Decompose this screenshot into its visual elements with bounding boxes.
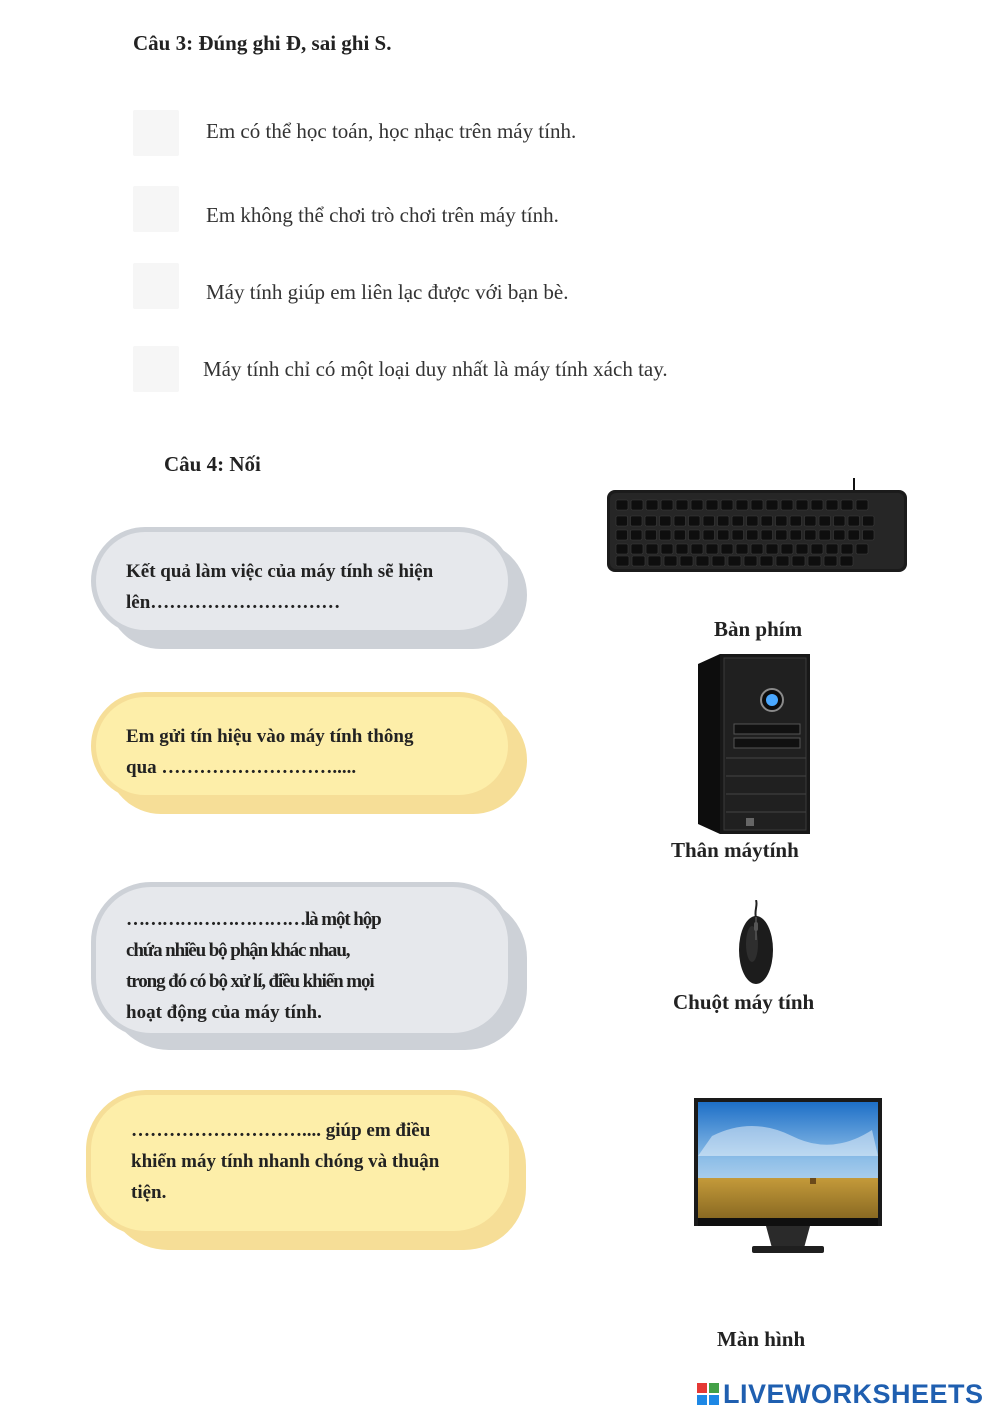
q4-title: Câu 4: Nối bbox=[164, 452, 261, 476]
keyboard-key bbox=[848, 530, 860, 540]
keyboard-key bbox=[706, 544, 718, 554]
bubble-line: Kết quả làm việc của máy tính sẽ hiện bbox=[126, 561, 434, 582]
keyboard-key bbox=[863, 516, 875, 526]
keyboard-key bbox=[706, 500, 718, 510]
keyboard-key bbox=[676, 544, 688, 554]
keyboard-key bbox=[834, 516, 846, 526]
keyboard-key bbox=[660, 516, 672, 526]
keyboard-key bbox=[648, 556, 661, 566]
bubble-body bbox=[91, 882, 513, 1038]
keyboard-key bbox=[616, 500, 628, 510]
keyboard-key bbox=[689, 516, 701, 526]
keyboard-key bbox=[696, 556, 709, 566]
bubble-text bbox=[126, 721, 478, 783]
bubble-line: tiện. bbox=[131, 1182, 167, 1203]
keyboard-key bbox=[689, 530, 701, 540]
keyboard-key bbox=[631, 544, 643, 554]
keyboard-key bbox=[796, 500, 808, 510]
answer-box-1[interactable] bbox=[133, 110, 179, 156]
keyboard-key bbox=[826, 500, 838, 510]
match-bubble-4[interactable] bbox=[86, 1090, 526, 1254]
brand-name: LIVEWORKSHEETS bbox=[723, 1378, 984, 1409]
statement-1: Em có thể học toán, học nhạc trên máy tính. bbox=[206, 119, 577, 143]
q3-title: Câu 3: Đúng ghi Đ, sai ghi S. bbox=[133, 31, 392, 55]
keyboard-key bbox=[676, 500, 688, 510]
keyboard-key bbox=[761, 530, 773, 540]
keyboard-key bbox=[776, 556, 789, 566]
keyboard-key bbox=[805, 516, 817, 526]
keyboard-key bbox=[744, 556, 757, 566]
keyboard-key bbox=[781, 500, 793, 510]
bubble-line: …………………………là một hộp bbox=[126, 909, 381, 930]
keyboard-key bbox=[766, 544, 778, 554]
keyboard-key bbox=[856, 500, 868, 510]
keyboard-key bbox=[631, 516, 643, 526]
keyboard-key bbox=[760, 556, 773, 566]
keyboard-key bbox=[811, 500, 823, 510]
keyboard-key bbox=[781, 544, 793, 554]
keyboard-key bbox=[691, 500, 703, 510]
keyboard-key bbox=[703, 530, 715, 540]
bubble-text bbox=[126, 904, 478, 1028]
bubble-body bbox=[86, 1090, 514, 1236]
answer-box-2[interactable] bbox=[133, 186, 179, 232]
keyboard-key bbox=[664, 556, 677, 566]
keyboard-key bbox=[660, 530, 672, 540]
bubble-line: khiển máy tính nhanh chóng và thuận bbox=[131, 1151, 440, 1172]
keyboard-key bbox=[680, 556, 693, 566]
keyboard-key bbox=[645, 516, 657, 526]
answer-box-4[interactable] bbox=[133, 346, 179, 392]
liveworksheets-logo[interactable] bbox=[697, 1380, 984, 1408]
keyboard-key bbox=[826, 544, 838, 554]
keyboard-key bbox=[645, 530, 657, 540]
keyboard-key bbox=[631, 500, 643, 510]
keyboard-key bbox=[721, 544, 733, 554]
keyboard-key bbox=[834, 530, 846, 540]
match-bubble-1[interactable] bbox=[91, 527, 531, 651]
keyboard-key bbox=[840, 556, 853, 566]
bubble-text bbox=[131, 1115, 479, 1208]
keyboard-key bbox=[616, 544, 628, 554]
bubble-line: lên………………………… bbox=[126, 592, 341, 613]
keyboard-key bbox=[751, 500, 763, 510]
bubble-line: Em gửi tín hiệu vào máy tính thông bbox=[126, 726, 414, 747]
keyboard-key bbox=[751, 544, 763, 554]
keyboard-key bbox=[674, 516, 686, 526]
match-bubble-2[interactable] bbox=[91, 692, 531, 816]
keyboard-key bbox=[721, 500, 733, 510]
keyboard-key bbox=[712, 556, 725, 566]
keyboard-key bbox=[856, 544, 868, 554]
keyboard-key bbox=[728, 556, 741, 566]
bubble-line: ……………………….... giúp em điều bbox=[131, 1120, 431, 1141]
keyboard-key bbox=[790, 516, 802, 526]
keyboard-key bbox=[841, 500, 853, 510]
keyboard-key bbox=[732, 516, 744, 526]
bubble-line: trong đó có bộ xử lí, điều khiển mọi bbox=[126, 971, 374, 992]
keyboard-key bbox=[805, 530, 817, 540]
label-monitor: Màn hình bbox=[717, 1327, 806, 1351]
keyboard-key bbox=[761, 516, 773, 526]
label-keyboard: Bàn phím bbox=[714, 617, 803, 641]
keyboard-key bbox=[747, 530, 759, 540]
bubble-body bbox=[91, 692, 513, 800]
label-mouse: Chuột máy tính bbox=[673, 990, 815, 1014]
keyboard-key bbox=[646, 544, 658, 554]
computer-case-image[interactable] bbox=[698, 652, 814, 836]
keyboard-key bbox=[776, 516, 788, 526]
keyboard-key bbox=[646, 500, 658, 510]
bubble-line: qua ………………………..... bbox=[126, 757, 357, 778]
keyboard-key bbox=[863, 530, 875, 540]
keyboard-key bbox=[703, 516, 715, 526]
answer-box-3[interactable] bbox=[133, 263, 179, 309]
keyboard-key bbox=[819, 516, 831, 526]
keyboard-key bbox=[718, 516, 730, 526]
statement-3: Máy tính giúp em liên lạc được với bạn bè. bbox=[206, 280, 569, 304]
keyboard-key bbox=[736, 500, 748, 510]
statement-4: Máy tính chỉ có một loại duy nhất là máy tính xách tay. bbox=[203, 357, 668, 381]
keyboard-key bbox=[718, 530, 730, 540]
bubble-body bbox=[91, 527, 513, 635]
keyboard-key bbox=[819, 530, 831, 540]
keyboard-key bbox=[792, 556, 805, 566]
bubble-text bbox=[126, 556, 478, 618]
keyboard-key bbox=[616, 516, 628, 526]
keyboard-key bbox=[841, 544, 853, 554]
keyboard-key bbox=[808, 556, 821, 566]
keyboard-key bbox=[632, 556, 645, 566]
lws-logo-icon bbox=[697, 1383, 719, 1405]
keyboard-key bbox=[747, 516, 759, 526]
match-bubble-3[interactable] bbox=[91, 882, 531, 1054]
keyboard-key bbox=[732, 530, 744, 540]
keyboard-key bbox=[776, 530, 788, 540]
keyboard-key bbox=[661, 544, 673, 554]
keyboard-image[interactable] bbox=[604, 478, 910, 576]
statement-2: Em không thể chơi trò chơi trên máy tính. bbox=[206, 203, 559, 227]
bubble-line: hoạt động của máy tính. bbox=[126, 1002, 322, 1023]
keyboard-key bbox=[661, 500, 673, 510]
keyboard-key bbox=[811, 544, 823, 554]
keyboard-key bbox=[691, 544, 703, 554]
keyboard-key bbox=[616, 556, 629, 566]
monitor-image[interactable] bbox=[692, 1096, 884, 1260]
keyboard-key bbox=[736, 544, 748, 554]
keyboard-key bbox=[848, 516, 860, 526]
label-computer-case: Thân máytính bbox=[671, 838, 799, 862]
keyboard-key bbox=[796, 544, 808, 554]
keyboard-key bbox=[674, 530, 686, 540]
keyboard-key bbox=[631, 530, 643, 540]
keyboard-key bbox=[824, 556, 837, 566]
mouse-image[interactable] bbox=[736, 900, 776, 986]
keyboard-key bbox=[766, 500, 778, 510]
keyboard-key bbox=[616, 530, 628, 540]
bubble-line: chứa nhiều bộ phận khác nhau, bbox=[126, 940, 350, 961]
keyboard-key bbox=[790, 530, 802, 540]
